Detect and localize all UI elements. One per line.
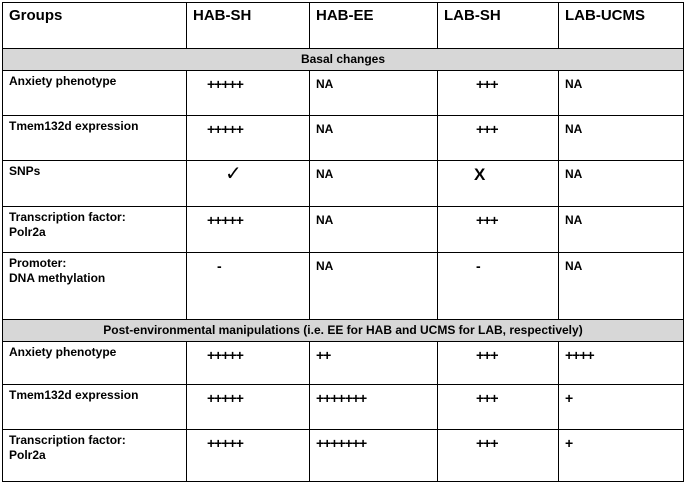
header-row	[3, 3, 684, 49]
table-row	[3, 385, 684, 430]
cell-lab-sh: +++	[438, 430, 559, 482]
cell-lab-ucms: +	[559, 385, 684, 430]
header-hab-sh: HAB-SH	[187, 3, 310, 49]
cell-hab-ee: NA	[310, 71, 438, 116]
cell-hab-sh: +++++	[187, 430, 310, 482]
cell-lab-sh: +++	[438, 385, 559, 430]
section-title: Post-environmental manipulations (i.e. EE for HAB and UCMS for LAB, respectively)	[3, 320, 684, 342]
header-hab-ee: HAB-EE	[310, 3, 438, 49]
header-lab-sh: LAB-SH	[438, 3, 559, 49]
cell-lab-ucms: NA	[559, 71, 684, 116]
cell-hab-sh: +++++	[187, 116, 310, 161]
cell-lab-sh: +++	[438, 207, 559, 253]
section-basal-row	[3, 49, 684, 71]
row-label: Anxiety phenotype	[3, 71, 187, 116]
cell-hab-ee: NA	[310, 207, 438, 253]
row-label: Anxiety phenotype	[3, 342, 187, 385]
table-row	[3, 71, 684, 116]
cell-hab-ee: +++++++	[310, 385, 438, 430]
cell-hab-sh: +++++	[187, 207, 310, 253]
cell-hab-ee: ++	[310, 342, 438, 385]
table-row	[3, 253, 684, 320]
header-lab-ucms: LAB-UCMS	[559, 3, 684, 49]
table-row	[3, 342, 684, 385]
cell-hab-sh: +++++	[187, 71, 310, 116]
row-label: Promoter: DNA methylation	[3, 253, 187, 320]
cell-lab-ucms: ++++	[559, 342, 684, 385]
section-title: Basal changes	[3, 49, 684, 71]
cell-hab-sh: -	[187, 253, 310, 320]
cell-lab-sh: -	[438, 253, 559, 320]
cell-lab-sh: +++	[438, 71, 559, 116]
table-row	[3, 161, 684, 207]
cell-hab-ee: NA	[310, 116, 438, 161]
cell-lab-ucms: NA	[559, 253, 684, 320]
cell-hab-sh: +++++	[187, 385, 310, 430]
row-label: Tmem132d expression	[3, 116, 187, 161]
row-label: Transcription factor: Polr2a	[3, 207, 187, 253]
cell-lab-ucms: NA	[559, 207, 684, 253]
check-icon: ✓	[187, 161, 310, 207]
cell-hab-ee: NA	[310, 253, 438, 320]
section-post-row	[3, 320, 684, 342]
row-label: Transcription factor: Polr2a	[3, 430, 187, 482]
cross-icon: X	[438, 161, 559, 207]
cell-lab-ucms: NA	[559, 116, 684, 161]
cell-hab-ee: +++++++	[310, 430, 438, 482]
table-row	[3, 116, 684, 161]
header-groups: Groups	[3, 3, 187, 49]
cell-lab-ucms: NA	[559, 161, 684, 207]
cell-lab-ucms: +	[559, 430, 684, 482]
row-label: SNPs	[3, 161, 187, 207]
table-row	[3, 430, 684, 482]
cell-lab-sh: +++	[438, 342, 559, 385]
comparison-table	[2, 2, 684, 482]
table-row	[3, 207, 684, 253]
cell-hab-ee: NA	[310, 161, 438, 207]
row-label: Tmem132d expression	[3, 385, 187, 430]
cell-lab-sh: +++	[438, 116, 559, 161]
cell-hab-sh: +++++	[187, 342, 310, 385]
